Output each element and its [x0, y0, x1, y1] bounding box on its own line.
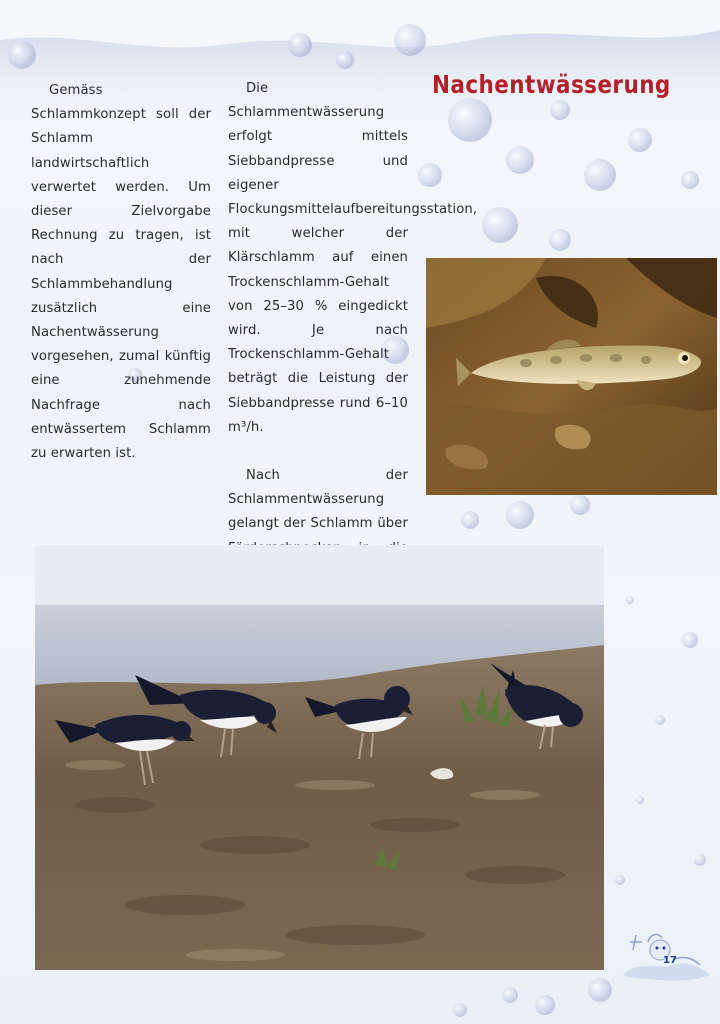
column1-paragraph: Gemäss Schlammkonzept soll der Schlamm landwirtschaftlich verwertet werden. Um dieser Zielvorgabe Rechnung zu tragen, ist nach der Schlammbehandlung zusätzlich eine Nachentwässerung vorgesehen, zumal künftig eine zunehmende Nachfrage nach entwässertem Schlamm zu erwarten ist.: [31, 83, 211, 462]
page-number: 17: [663, 955, 677, 966]
text-column-1: [31, 79, 211, 466]
fish-photo: [426, 258, 717, 495]
column2-paragraph-2: Nach der Schlammentwässerung gelangt der Schlamm über: [228, 468, 408, 532]
swallows-photo: [35, 545, 604, 970]
column2-paragraph-1: Die Schlammentwässerung erfolgt mittels Siebbandpresse und eigener Flockungsmittelaufbereitungsstation, mit welcher der Klärschlamm auf einen Trockenschlamm-Gehalt von 25–30 % eingedickt wird. Je nach Trockenschlamm-Gehalt beträgt die Leistung der Siebbandpresse rund 6–10 m³/h.: [228, 81, 478, 435]
page-heading: Nachentwässerung: [432, 70, 671, 99]
